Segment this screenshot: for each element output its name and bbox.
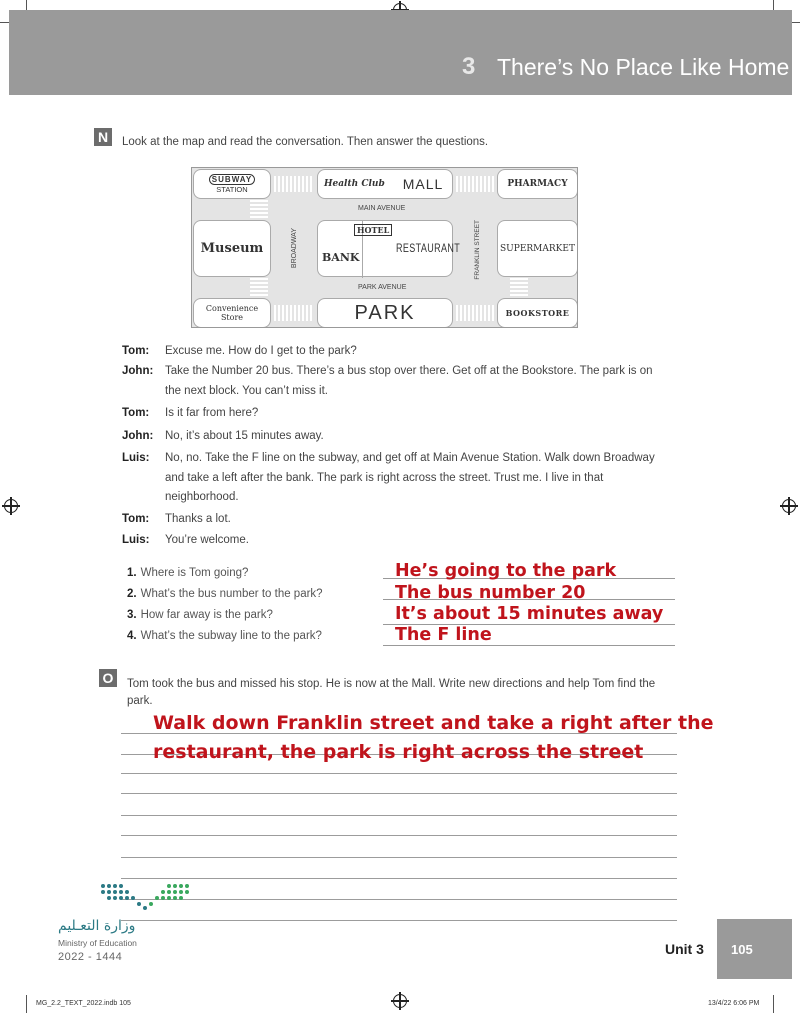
crop-mark <box>26 995 27 1013</box>
crop-mark <box>773 995 774 1013</box>
bank-label: BANK <box>322 251 360 264</box>
registration-mark-icon <box>782 499 796 513</box>
speaker-name: Luis: <box>122 452 150 464</box>
question-number: 1. <box>127 567 137 579</box>
speaker-name: John: <box>122 430 154 442</box>
header-band <box>9 10 792 95</box>
unit-number: 3 <box>462 53 476 80</box>
section-tag-n: N <box>94 128 112 146</box>
park-avenue-label: PARK AVENUE <box>358 284 407 291</box>
registration-mark-icon <box>393 994 407 1008</box>
question-1 <box>127 567 248 579</box>
franklin-street-label: FRANKLIN STREET <box>474 220 481 280</box>
question-text: What’s the bus number to the park? <box>140 588 323 600</box>
crosswalk <box>510 278 528 296</box>
park-label: PARK <box>354 301 416 324</box>
supermarket-label: SUPERMARKET <box>500 243 575 254</box>
map-supermarket <box>497 220 578 277</box>
section-n-instruction: Look at the map and read the conversation. Then answer the questions. <box>122 136 489 148</box>
section-o-instruction: Tom took the bus and missed his stop. He is now at the Mall. Write new directions and help Tom find the park. <box>127 678 656 707</box>
answer-4-handwritten[interactable]: The F line <box>395 625 492 645</box>
ministry-logo-icon <box>99 882 191 912</box>
dialogue-text: Thanks a lot. <box>165 513 231 525</box>
writing-line <box>121 878 677 879</box>
ministry-english-name: Ministry of Education <box>58 938 137 948</box>
crosswalk <box>274 176 312 192</box>
mall-label: MALL <box>402 176 444 192</box>
answer-1-handwritten[interactable]: He’s going to the park <box>395 561 617 581</box>
answer-3-handwritten[interactable]: It’s about 15 minutes away <box>395 604 664 624</box>
question-number: 4. <box>127 630 137 642</box>
dialogue-text: Take the Number 20 bus. There’s a bus stop over there. Get off at the Bookstore. The park is on the next block. You can’t miss it. <box>165 365 653 397</box>
city-map <box>191 167 578 328</box>
page-number: 105 <box>731 942 753 957</box>
dialogue-text: Excuse me. How do I get to the park? <box>165 345 357 357</box>
section-o-answer-line-2[interactable]: restaurant, the park is right across the street <box>153 741 644 763</box>
speaker-name: Tom: <box>122 407 150 419</box>
writing-line <box>121 920 677 921</box>
question-number: 3. <box>127 609 137 621</box>
map-pharmacy <box>497 169 578 199</box>
edition-year: 2022 - 1444 <box>58 951 123 963</box>
speaker-name: Luis: <box>122 534 150 546</box>
crosswalk <box>250 278 268 296</box>
writing-line <box>121 857 677 858</box>
map-museum <box>193 220 271 277</box>
restaurant-label: RESTAURANT <box>396 241 461 255</box>
map-park <box>317 298 453 328</box>
crosswalk <box>456 305 494 321</box>
question-text: What’s the subway line to the park? <box>140 630 322 642</box>
question-text: Where is Tom going? <box>140 567 249 579</box>
pharmacy-label: PHARMACY <box>507 179 568 189</box>
museum-label: Museum <box>200 241 264 256</box>
map-hotel-bank-restaurant-block <box>317 220 461 277</box>
map-subway-station <box>193 169 271 199</box>
writing-line <box>121 835 677 836</box>
section-tag-o: O <box>99 669 117 687</box>
crosswalk <box>274 305 312 321</box>
hotel-label: HOTEL <box>354 224 392 236</box>
print-slug-right: 13/4/22 6:06 PM <box>708 1000 760 1007</box>
speaker-name: Tom: <box>122 513 150 525</box>
map-health-club-mall <box>317 169 453 199</box>
main-avenue-label: MAIN AVENUE <box>358 205 406 212</box>
subway-logo: SUBWAY <box>209 174 255 185</box>
question-4 <box>127 630 322 642</box>
page-title: There’s No Place Like Home <box>497 54 790 80</box>
crosswalk <box>250 200 268 218</box>
answer-line <box>383 645 675 646</box>
section-o-answer-line-1[interactable]: Walk down Franklin street and take a right after the <box>153 712 714 734</box>
ministry-arabic-name: وزارة التعـليم <box>58 918 136 934</box>
convenience-store-label: Convenience Store <box>205 304 259 322</box>
map-convenience-store <box>193 298 271 328</box>
writing-line <box>121 815 677 816</box>
dialogue-text: You’re welcome. <box>165 534 249 546</box>
writing-line <box>121 773 677 774</box>
dialogue-text: No, no. Take the F line on the subway, and get off at Main Avenue Station. Walk down Broadway and take a left after the bank. The park is right across the street. Trust me. I live in that neighborhood. <box>165 452 655 503</box>
dialogue-text: No, it’s about 15 minutes away. <box>165 430 324 442</box>
crosswalk <box>456 176 494 192</box>
subway-station-label: STATION <box>216 185 248 194</box>
speaker-name: Tom: <box>122 345 150 357</box>
writing-line <box>121 899 677 900</box>
writing-line <box>121 793 677 794</box>
question-number: 2. <box>127 588 137 600</box>
registration-mark-icon <box>4 499 18 513</box>
dialogue-text: Is it far from here? <box>165 407 259 419</box>
broadway-label: BROADWAY <box>291 228 298 269</box>
page-number-box <box>717 919 792 979</box>
bookstore-label: BOOKSTORE <box>505 308 570 318</box>
map-bookstore <box>497 298 578 328</box>
question-2 <box>127 588 323 600</box>
print-slug-left: MG_2.2_TEXT_2022.indb 105 <box>36 1000 131 1007</box>
question-3 <box>127 609 273 621</box>
answer-2-handwritten[interactable]: The bus number 20 <box>395 583 586 603</box>
speaker-name: John: <box>122 365 154 377</box>
health-club-label: Health Club <box>324 179 385 189</box>
question-text: How far away is the park? <box>140 609 273 621</box>
unit-label: Unit 3 <box>665 941 704 957</box>
